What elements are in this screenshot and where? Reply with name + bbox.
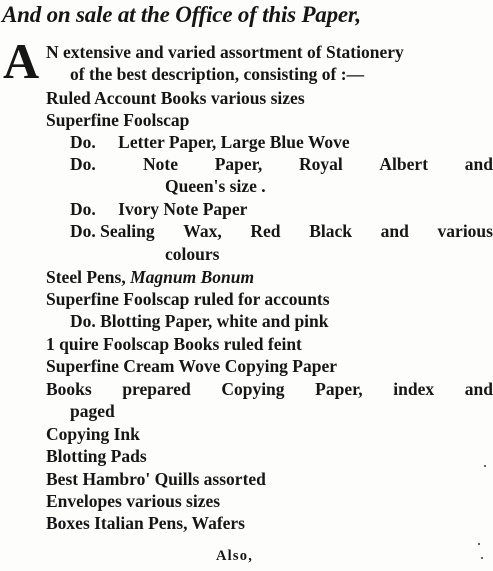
item-cream-wove: Superfine Cream Wove Copying Paper bbox=[46, 356, 338, 376]
item-note-paper-continued: Queen's size . bbox=[165, 176, 266, 196]
item-superfine-foolscap: Superfine Foolscap bbox=[46, 110, 190, 130]
ivory-text: Ivory Note Paper bbox=[118, 199, 248, 219]
print-speck bbox=[481, 557, 483, 559]
item-envelopes: Envelopes various sizes bbox=[46, 491, 221, 511]
item-quire-foolscap: 1 quire Foolscap Books ruled feint bbox=[46, 334, 302, 354]
item-ruled-account-books: Ruled Account Books various sizes bbox=[46, 88, 305, 108]
item-blotting-pads: Blotting Pads bbox=[46, 446, 147, 466]
ditto-mark: Do. bbox=[70, 199, 96, 219]
ditto-mark: Do. bbox=[70, 154, 96, 174]
item-sealing-wax-continued: colours bbox=[165, 244, 220, 264]
note-paper-text: Note Paper, Royal Albert and bbox=[143, 154, 493, 174]
item-sealing-wax: Do. Sealing Wax, Red Black and various bbox=[70, 221, 493, 241]
item-letter-paper bbox=[70, 131, 350, 153]
item-note-paper bbox=[70, 153, 493, 175]
item-italian-pens: Boxes Italian Pens, Wafers bbox=[46, 513, 245, 533]
footer-also: Also, bbox=[216, 548, 254, 564]
ditto-mark: Do. bbox=[70, 132, 96, 152]
item-copying-books-continued: paged bbox=[70, 401, 115, 421]
letter-paper-text: Letter Paper, Large Blue Wove bbox=[118, 132, 350, 152]
drop-cap: A bbox=[3, 33, 40, 89]
item-hambro-quills: Best Hambro' Quills assorted bbox=[46, 469, 266, 489]
ad-heading: And on sale at the Office of this Paper, bbox=[2, 2, 361, 27]
intro-line-2: of the best description, consisting of :— bbox=[70, 64, 365, 84]
item-ivory-note-paper bbox=[70, 198, 247, 220]
print-speck bbox=[484, 465, 486, 467]
item-copying-books: Books prepared Copying Paper, index and bbox=[46, 379, 493, 399]
print-speck bbox=[478, 543, 480, 545]
brand-name: Magnum Bonum bbox=[130, 267, 255, 287]
item-copying-ink: Copying Ink bbox=[46, 424, 140, 444]
item-blotting-paper: Do. Blotting Paper, white and pink bbox=[70, 311, 329, 331]
intro-line-1: N extensive and varied assortment of Stationery bbox=[46, 42, 404, 62]
item-foolscap-ruled: Superfine Foolscap ruled for accounts bbox=[46, 289, 330, 309]
item-steel-pens: Steel Pens, Magnum Bonum bbox=[46, 267, 255, 287]
